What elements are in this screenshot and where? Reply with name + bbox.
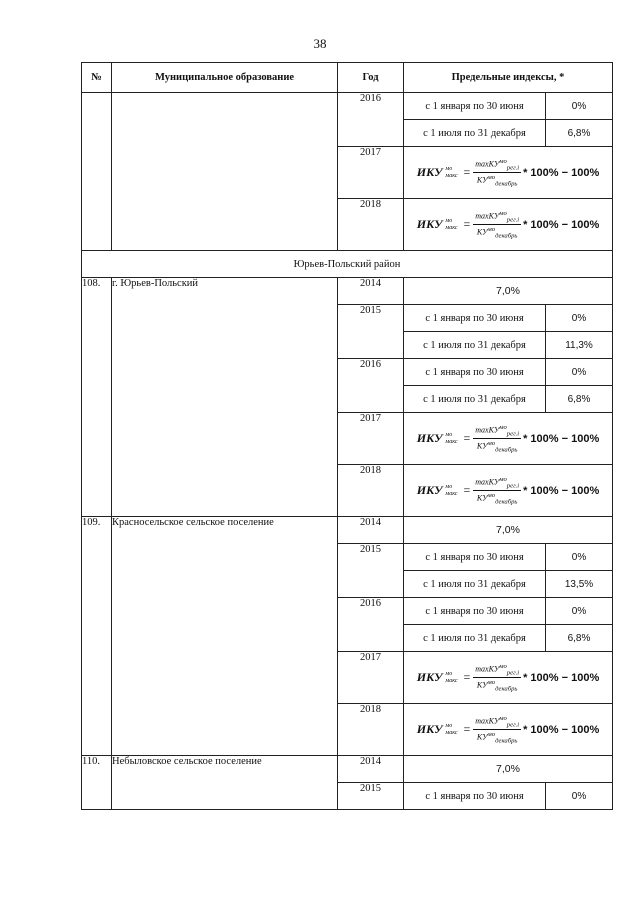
year-cell: 2016	[338, 93, 404, 147]
formula-equals: =	[463, 431, 471, 445]
formula-lhs-index: мо макс	[445, 217, 458, 231]
table-row	[82, 278, 613, 305]
formula-fraction: $\frac{\max КУ^{мо}_{рег.i}}{КУ^{мо}_{декабрь}}$	[475, 662, 520, 693]
page-number: 38	[313, 36, 327, 51]
formula-cell	[404, 147, 613, 199]
formula-equals: =	[463, 483, 471, 497]
year-cell: 2018	[338, 199, 404, 251]
index-value: 6,8%	[546, 120, 613, 147]
region-row	[82, 251, 613, 278]
period-label: с 1 января по 30 июня	[425, 551, 524, 563]
entry-number: 110.	[82, 756, 112, 810]
formula-fraction: $\frac{\max КУ^{мо}_{рег.i}}{КУ^{мо}_{декабрь}}$	[475, 157, 520, 188]
index-value: 0%	[546, 93, 613, 120]
municipality-name: Красносельское сельское поселение	[112, 517, 338, 756]
index-value: 6,8%	[546, 625, 613, 652]
index-value: 0%	[546, 598, 613, 625]
formula-fraction: $\frac{\max КУ^{мо}_{рег.i}}{КУ^{мо}_{декабрь}}$	[475, 209, 520, 240]
formula-lhs: ИКУ	[416, 722, 443, 736]
formula-lhs: ИКУ	[416, 217, 443, 231]
index-value: 0%	[546, 544, 613, 571]
entry-number: 108.	[82, 278, 112, 517]
formula	[404, 413, 612, 464]
formula-equals: =	[463, 217, 471, 231]
year-cell: 2015	[338, 783, 404, 810]
entry-number: 109.	[82, 517, 112, 756]
half-year-cell	[404, 544, 613, 598]
period-label: с 1 января по 30 июня	[425, 790, 524, 802]
formula-rest: * 100% − 100%	[523, 432, 600, 445]
formula-cell	[404, 704, 613, 756]
municipality-name: Небыловское сельское поселение	[112, 756, 338, 810]
index-value: 0%	[546, 783, 613, 809]
formula	[404, 652, 612, 703]
index-cell: 7,0%	[404, 756, 613, 783]
index-value: 13,5%	[546, 571, 613, 598]
formula-lhs-index: мо макс	[445, 165, 458, 179]
period-label: с 1 июля по 31 декабря	[404, 386, 546, 413]
formula	[404, 147, 612, 198]
year-cell: 2014	[338, 756, 404, 783]
formula-rest: * 100% − 100%	[523, 166, 600, 179]
formula-rest: * 100% − 100%	[523, 723, 600, 736]
formula-fraction: $\frac{\max КУ^{мо}_{рег.i}}{КУ^{мо}_{декабрь}}$	[475, 714, 520, 745]
formula-cell	[404, 465, 613, 517]
year-cell: 2018	[338, 465, 404, 517]
year-cell: 2018	[338, 704, 404, 756]
formula-lhs: ИКУ	[416, 670, 443, 684]
index-value: 0%	[546, 305, 613, 332]
formula-rest: * 100% − 100%	[523, 484, 600, 497]
index-cell: 7,0%	[404, 278, 613, 305]
formula-equals: =	[463, 670, 471, 684]
formula-cell	[404, 413, 613, 465]
period-label: с 1 января по 30 июня	[425, 605, 524, 617]
header-year: Год	[338, 63, 404, 93]
limits-table	[81, 62, 613, 810]
formula-cell	[404, 199, 613, 251]
year-cell: 2017	[338, 147, 404, 199]
header-num: №	[82, 63, 112, 93]
formula-cell	[404, 652, 613, 704]
table-row	[82, 756, 613, 783]
year-cell: 2017	[338, 413, 404, 465]
half-year-cell	[404, 305, 613, 359]
period-label: с 1 января по 30 июня	[425, 366, 524, 378]
formula-lhs-index: мо макс	[445, 670, 458, 684]
year-cell: 2014	[338, 517, 404, 544]
formula	[404, 465, 612, 516]
formula-lhs: ИКУ	[416, 483, 443, 497]
index-value: 6,8%	[546, 386, 613, 413]
num-cell	[82, 93, 112, 251]
year-cell: 2014	[338, 278, 404, 305]
period-label: с 1 июля по 31 декабря	[404, 625, 546, 652]
formula-rest: * 100% − 100%	[523, 218, 600, 231]
year-cell: 2017	[338, 652, 404, 704]
formula-fraction: $\frac{\max КУ^{мо}_{рег.i}}{КУ^{мо}_{декабрь}}$	[475, 475, 520, 506]
index-value: 11,3%	[546, 332, 613, 359]
table-row	[82, 517, 613, 544]
period-label: с 1 июля по 31 декабря	[404, 571, 546, 598]
index-cell: 7,0%	[404, 517, 613, 544]
year-cell: 2015	[338, 544, 404, 598]
formula-lhs-index: мо макс	[445, 722, 458, 736]
formula-lhs-index: мо макс	[445, 483, 458, 497]
formula-lhs-index: мо макс	[445, 431, 458, 445]
half-year-cell	[404, 783, 613, 810]
table-row	[82, 93, 613, 147]
header-limits: Предельные индексы, *	[404, 63, 613, 93]
period-label: с 1 июля по 31 декабря	[404, 120, 546, 147]
formula-equals: =	[463, 722, 471, 736]
region-title: Юрьев-Польский район	[82, 251, 613, 278]
formula-lhs: ИКУ	[416, 165, 443, 179]
formula-fraction: $\frac{\max КУ^{мо}_{рег.i}}{КУ^{мо}_{декабрь}}$	[475, 423, 520, 454]
formula-equals: =	[463, 165, 471, 179]
municipality-cell	[112, 93, 338, 251]
half-year-cell	[404, 359, 613, 413]
formula	[404, 199, 612, 250]
formula-lhs: ИКУ	[416, 431, 443, 445]
header-municipality: Муниципальное образование	[112, 63, 338, 93]
year-cell: 2016	[338, 359, 404, 413]
municipality-name: г. Юрьев-Польский	[112, 278, 338, 517]
half-year-cell	[404, 93, 613, 147]
period-label: с 1 июля по 31 декабря	[404, 332, 546, 359]
year-cell: 2016	[338, 598, 404, 652]
formula	[404, 704, 612, 755]
index-value: 0%	[546, 359, 613, 386]
period-label: с 1 января по 30 июня	[425, 312, 524, 324]
table-header-row	[82, 63, 613, 93]
year-cell: 2015	[338, 305, 404, 359]
period-label: с 1 января по 30 июня	[425, 100, 524, 112]
formula-rest: * 100% − 100%	[523, 671, 600, 684]
half-year-cell	[404, 598, 613, 652]
